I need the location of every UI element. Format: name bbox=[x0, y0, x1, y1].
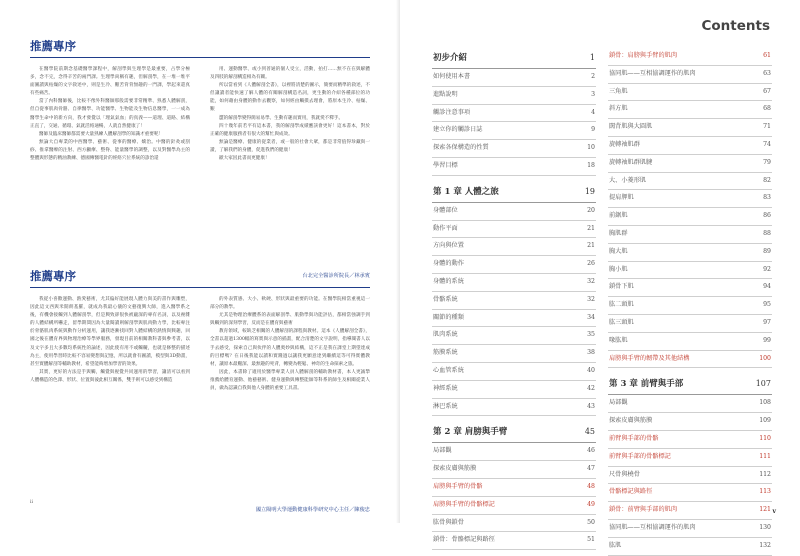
preface-paragraph: 歐大家因此書而更健康！ bbox=[219, 156, 270, 162]
toc-column-2 bbox=[608, 48, 772, 556]
toc-entry-title: 鎖骨：前臂與手部的肌肉 bbox=[609, 506, 678, 514]
preface-column-right bbox=[210, 66, 370, 163]
toc-entry-title: 闊背肌與大圓肌 bbox=[609, 123, 653, 131]
toc-entry-title: 動作平面 bbox=[433, 224, 458, 232]
toc-entry-title: 胸肌群 bbox=[609, 229, 628, 237]
toc-entry[interactable] bbox=[432, 461, 596, 479]
toc-entry-page: 79 bbox=[763, 158, 771, 166]
toc-entry[interactable] bbox=[608, 244, 772, 262]
toc-entry[interactable] bbox=[432, 105, 596, 123]
toc-entry-page: 48 bbox=[587, 482, 595, 490]
toc-entry-page: 88 bbox=[763, 229, 771, 237]
toc-entry-title: 肩膀與手臂的骨骼 bbox=[433, 482, 483, 490]
toc-entry[interactable] bbox=[432, 87, 596, 105]
toc-entry[interactable] bbox=[608, 333, 772, 351]
toc-entry[interactable] bbox=[608, 226, 772, 244]
toc-entry-title: 肌肉系統 bbox=[433, 331, 458, 339]
toc-entry-title: 第 1 章 人體之旅 bbox=[433, 186, 499, 197]
toc-entry[interactable] bbox=[432, 221, 596, 239]
toc-entry-title: 肩膀與手臂的骨骼標記 bbox=[433, 500, 495, 508]
toc-entry-title: 初步介紹 bbox=[433, 53, 468, 63]
preface-paragraph: 教育領域，較缺乏相關的人體解剖的課程與教材。這本《人體解剖全書》，全書以超過1300幅的寫實與示意的插畫，配合清楚的文字說明，指導閱書人以手去感受，探索自己與伙伴的人體奧妙與結構，這不正是我在課堂上期望達成的目標嗎？在日後我能以讀和實踐過以讓我更願意達到繼續這等可得實體教材，讓原本最艱深、最無趣的死背，轉變為輕鬆、神奇的生命探索之旅。 bbox=[210, 329, 370, 367]
toc-entry[interactable] bbox=[432, 399, 596, 417]
toc-entry-page: 34 bbox=[587, 313, 595, 321]
toc-entry-title: 協同肌——互相協調運作的肌肉 bbox=[609, 523, 696, 531]
toc-chapter-heading[interactable] bbox=[432, 182, 596, 203]
toc-entry-title: 三角肌 bbox=[609, 87, 628, 95]
toc-entry[interactable] bbox=[608, 208, 772, 226]
toc-entry[interactable] bbox=[432, 327, 596, 345]
toc-entry-page: 45 bbox=[584, 427, 595, 437]
toc-entry-page: 67 bbox=[763, 87, 771, 95]
toc-entry-page: 46 bbox=[587, 447, 595, 455]
preface-paragraph: 無論大自專業的中西醫學、藝術、從事的醫療、嬌治。中醫的針灸或刮痧、推拿醫療的注射、西方顱療、整脊、能量醫學的調整，以及對醫學為主的整體與形態的精油教練、德國傳醫電針的經絡穴位系統的診治還 bbox=[30, 139, 190, 162]
toc-entry-page: 43 bbox=[587, 402, 595, 410]
toc-entry-title: 斜方肌 bbox=[609, 105, 628, 113]
toc-entry-title: 進點說明 bbox=[433, 90, 458, 98]
preface-column-right bbox=[210, 296, 370, 504]
toc-entry-page: 40 bbox=[587, 366, 595, 374]
toc-entry-title: 淋巴系統 bbox=[433, 402, 458, 410]
toc-entry-title: 第 2 章 肩膀與手臂 bbox=[433, 427, 508, 438]
toc-entry-title: 身體部位 bbox=[433, 206, 458, 214]
toc-chapter-heading[interactable] bbox=[432, 48, 596, 69]
toc-entry-page: 49 bbox=[587, 500, 595, 508]
toc-entry-title: 胸大肌 bbox=[609, 247, 628, 255]
toc-entry-title: 前臂與手部的骨骼 bbox=[609, 434, 659, 442]
toc-entry-page: 111 bbox=[759, 452, 771, 460]
preface-paragraph: 四十幾年前若平有這本書，我的解剖學成績應該會更好！這本書本，對於正確的健康服務者有很大的幫忙與成效。 bbox=[210, 123, 370, 137]
toc-entry-page: 109 bbox=[759, 417, 771, 425]
left-page bbox=[0, 0, 400, 523]
toc-entry[interactable] bbox=[608, 351, 772, 369]
toc-entry-title: 探索各保構造的性質 bbox=[433, 144, 489, 152]
toc-entry[interactable] bbox=[432, 345, 596, 363]
preface-paragraph: 的外表質感、大小、軟硬、形狀與最重要的功能。在醫學院相當重視這一部分的教學。 bbox=[210, 297, 370, 311]
toc-entry-title: 骨骼標記與路徑 bbox=[609, 488, 653, 496]
toc-entry-page: 21 bbox=[587, 224, 595, 232]
toc-entry-page: 100 bbox=[759, 354, 771, 362]
toc-entry-title: 肱骨與鎖骨 bbox=[433, 518, 464, 526]
toc-entry-title: 喙肱肌 bbox=[609, 336, 628, 344]
toc-entry-page: 94 bbox=[763, 283, 771, 291]
toc-entry-page: 71 bbox=[763, 123, 771, 131]
toc-entry-title: 心血管系統 bbox=[433, 366, 464, 374]
toc-entry-title: 肱三頭肌 bbox=[609, 318, 634, 326]
toc-entry[interactable] bbox=[432, 122, 596, 140]
toc-entry-page: 20 bbox=[587, 206, 595, 214]
toc-entry[interactable] bbox=[432, 310, 596, 328]
toc-entry-title: 第 3 章 前臂與手部 bbox=[609, 379, 684, 390]
preface-title: 推薦專序 bbox=[30, 268, 370, 288]
toc-entry[interactable] bbox=[432, 443, 596, 461]
toc-entry[interactable] bbox=[432, 381, 596, 399]
toc-entry-title: 旋轉袖肌群肌腱 bbox=[609, 158, 653, 166]
preface-signature: 國立陽明大學運動健康科學研究中心主任／陳俊忠 bbox=[255, 507, 370, 513]
toc-entry-page: 130 bbox=[759, 523, 771, 531]
toc-chapter-heading[interactable] bbox=[432, 422, 596, 443]
toc-entry-page: 83 bbox=[763, 194, 771, 202]
toc-entry[interactable] bbox=[432, 238, 596, 256]
toc-entry[interactable] bbox=[608, 538, 772, 556]
toc-entry-title: 鎖骨下肌 bbox=[609, 283, 634, 291]
toc-entry[interactable] bbox=[608, 84, 772, 102]
toc-entry-page: 74 bbox=[763, 140, 771, 148]
toc-entry-title: 旋轉袖肌群 bbox=[609, 140, 640, 148]
toc-entry-page: 3 bbox=[591, 90, 595, 98]
toc-entry-page: 1 bbox=[589, 53, 595, 62]
toc-entry-page: 110 bbox=[759, 434, 771, 442]
toc-entry[interactable] bbox=[432, 256, 596, 274]
toc-column-1 bbox=[432, 48, 596, 550]
toc-entry-page: 32 bbox=[587, 277, 595, 285]
toc-entry-title: 身體的動作 bbox=[433, 260, 464, 268]
toc-entry[interactable] bbox=[608, 279, 772, 297]
preface-paragraph: 當了內科醫師後，比較不像外科醫師那般需要非常精準、熟悉人體解剖，但自從事肌肉骨骼、自律醫學、功能醫學、生物能及生物信息醫學，一一成為醫學生命中的新方向，我才發覺以「理氣氣血」的真義——道理、道路、結構正直了，交通、循環、氣就活絡通暢，人就自然健康了！ bbox=[30, 99, 190, 129]
preface-paragraph: 醫師及臨床醫師都需要大量熟練人體解剖學的知識才重要呢！ bbox=[39, 131, 164, 137]
toc-entry-page: 97 bbox=[763, 318, 771, 326]
toc-entry-title: 局部觀 bbox=[433, 447, 452, 455]
toc-entry-title: 鎖骨：骨骼標記與路徑 bbox=[433, 536, 495, 544]
preface-paragraph: 所以當看到《人體解剖全書》，以裡將清楚的圖示，簡要而精準的敘述，不但讓讀者能快速了解人體的有關解剖構造名詞，更生動的介紹各種部位的功能，如何藉由身體的動作去觀察，如何經由觸摸去理會，將原本生冷、枯燥、艱 bbox=[210, 83, 370, 113]
preface-paragraph: 因此，本書除了適用於醫學專業人員人體解剖的輔助教材書，本人更誠摯推薦給體育運動、他藝藝術、健身運動與傳整能師等科系的師生及相關從業人員，做為認識自我與他人身體的重要工具書。 bbox=[210, 369, 370, 392]
preface-2 bbox=[30, 268, 370, 513]
toc-entry-page: 19 bbox=[584, 186, 595, 196]
toc-entry[interactable] bbox=[608, 484, 772, 502]
contents-title: Contents bbox=[701, 18, 770, 34]
toc-entry[interactable] bbox=[608, 413, 772, 431]
toc-entry-title: 前臂與手部的骨骼標記 bbox=[609, 452, 671, 460]
toc-entry-page: 9 bbox=[591, 126, 595, 134]
toc-entry-title: 筋膜系統 bbox=[433, 349, 458, 357]
toc-entry[interactable] bbox=[432, 497, 596, 515]
toc-entry[interactable] bbox=[432, 140, 596, 158]
toc-entry[interactable] bbox=[608, 190, 772, 208]
preface-column-left bbox=[30, 296, 190, 504]
toc-entry-title: 觸診注意事項 bbox=[433, 108, 471, 116]
toc-entry-page: 4 bbox=[591, 108, 595, 116]
toc-entry-title: 局部觀 bbox=[609, 399, 628, 407]
page-number: ii bbox=[30, 500, 33, 505]
toc-entry-title: 肩膀與手臂的韌帶及其他結構 bbox=[609, 354, 690, 362]
toc-entry-title: 身體的系統 bbox=[433, 277, 464, 285]
toc-entry-page: 63 bbox=[763, 69, 771, 77]
toc-entry[interactable] bbox=[432, 532, 596, 550]
toc-entry-page: 26 bbox=[587, 260, 595, 268]
preface-body bbox=[30, 296, 370, 504]
toc-entry[interactable] bbox=[608, 315, 772, 333]
toc-entry-page: 47 bbox=[587, 465, 595, 473]
toc-entry[interactable] bbox=[608, 502, 772, 520]
preface-paragraph: 其實，更好的方法是手與觸，觸覺與視覺共同運用的學習，讓清可以看到人體構造的色澤、形狀、位置與彼此相互關係，雙手則可以感受到構造 bbox=[30, 369, 190, 383]
toc-entry-title: 探索皮膚與筋膜 bbox=[609, 417, 653, 425]
toc-entry-title: 骨骼系統 bbox=[433, 295, 458, 303]
toc-entry-page: 112 bbox=[759, 470, 771, 478]
toc-entry-title: 建立你的觸診日誌 bbox=[433, 126, 483, 134]
toc-entry[interactable] bbox=[608, 119, 772, 137]
toc-entry-title: 神經系統 bbox=[433, 384, 458, 392]
toc-entry[interactable] bbox=[608, 137, 772, 155]
toc-entry-page: 10 bbox=[587, 144, 595, 152]
toc-entry-title: 尺骨與橈骨 bbox=[609, 470, 640, 478]
preface-title: 推薦專序 bbox=[30, 38, 370, 58]
toc-entry[interactable] bbox=[432, 158, 596, 176]
toc-entry-page: 61 bbox=[763, 52, 771, 59]
toc-entry-title: 學習目標 bbox=[433, 161, 458, 169]
toc-entry-title: 如何使用本書 bbox=[433, 73, 471, 80]
preface-paragraph: 我從小喜歡運動、熱愛藝術，尤其偏好能展現人體力與美的書作與雕塑，因此這文西與米開朗基羅，就成為我最心儀的文藝復興大師，進入醫學系之後，有機會接觸到人體解剖學，但是興致卻很快被龐深的專有名詞，以及複雜的人體結構所嚇走，留學期間因為大量閱讀則解剖學與肌肉動力學，比較專注於骨骼肌肉系統與動作分析運用，讓我逐漸找回對人體結構的熱情與興趣，回國之後在體育界與物理治療等學界服務，發現目前的相關教科書與參考書，以及文字多且大多數均系統性的論述，因此使有用不或觸礙，也就是修整的描述為主，使用學習時比較不容易變想與記憶，所以就會有圖讀，模型與3D動畫，甚至實體解剖等輔助教材，希望能夠增加學習的效果。 bbox=[30, 297, 190, 367]
toc-entry[interactable] bbox=[608, 449, 772, 467]
preface-paragraph: 澀的解剖學變得簡易易學、生動有趣而實用，我就愛不釋手。 bbox=[219, 115, 344, 121]
toc-entry[interactable] bbox=[608, 155, 772, 173]
toc-entry-title: 肱二頭肌 bbox=[609, 301, 634, 309]
toc-entry-title: 提肩胛肌 bbox=[609, 194, 634, 202]
toc-entry-page: 42 bbox=[587, 384, 595, 392]
toc-entry[interactable] bbox=[432, 479, 596, 497]
toc-entry[interactable] bbox=[432, 69, 596, 87]
right-page bbox=[400, 0, 800, 549]
page-number: v bbox=[772, 508, 776, 515]
toc-entry-page: 92 bbox=[763, 265, 771, 273]
toc-entry[interactable] bbox=[608, 431, 772, 449]
toc-entry-page: 51 bbox=[587, 536, 595, 544]
toc-entry-page: 113 bbox=[759, 488, 771, 496]
toc-entry-page: 107 bbox=[755, 379, 771, 389]
toc-entry-page: 95 bbox=[763, 301, 771, 309]
toc-entry[interactable] bbox=[608, 66, 772, 84]
preface-signature: 台北完全醫診所院長／林承賓 bbox=[302, 273, 370, 279]
preface-paragraph: 尤其是物理治療體系的表面解剖學、肌動學與功能評估，都相當強調手到與觸到的深刻學習，反而是在體育與藝術 bbox=[210, 313, 370, 327]
toc-entry[interactable] bbox=[608, 173, 772, 191]
toc-entry[interactable] bbox=[608, 395, 772, 413]
toc-entry-page: 121 bbox=[759, 506, 771, 514]
toc-entry-page: 32 bbox=[587, 295, 595, 303]
toc-entry[interactable] bbox=[432, 363, 596, 381]
toc-entry-page: 50 bbox=[587, 518, 595, 526]
toc-entry-title: 胸小肌 bbox=[609, 265, 628, 273]
toc-entry-page: 108 bbox=[759, 399, 771, 407]
toc-entry-page: 18 bbox=[587, 161, 595, 169]
toc-entry-page: 2 bbox=[591, 73, 595, 80]
preface-column-left bbox=[30, 66, 190, 163]
toc-entry[interactable] bbox=[608, 262, 772, 280]
toc-entry-title: 鎖骨：肩膀與手臂的肌肉 bbox=[609, 52, 678, 59]
toc-chapter-heading[interactable] bbox=[608, 374, 772, 395]
toc-entry-page: 132 bbox=[759, 541, 771, 549]
preface-body bbox=[30, 66, 370, 262]
toc-entry-title: 方向與位置 bbox=[433, 242, 464, 250]
toc-entry-page: 99 bbox=[763, 336, 771, 344]
toc-entry-title: 肱肌 bbox=[609, 541, 622, 549]
toc-entry[interactable] bbox=[608, 101, 772, 119]
preface-paragraph: 無論是醫療、健康的從業者，或一般的社會大眾，都是非常值得珍藏與一讀，了解我們的身體，促進我們的健康！ bbox=[210, 139, 370, 153]
toc-entry[interactable] bbox=[432, 515, 596, 533]
toc-entry-title: 前鋸肌 bbox=[609, 212, 628, 220]
toc-entry[interactable] bbox=[432, 274, 596, 292]
preface-paragraph: 在醫學院前期念基礎醫學課程中，解剖學與生理學是最重要，占學分極多，念不完，念得辛苦的兩門課。生理學尚稱有趣，但解剖學，在一堆一堆平面圖讀與枯燥的文字敘述中，則是生冷、艱苦背背無趣的一門課，學起來還真有些痛苦。 bbox=[30, 67, 190, 97]
toc-entry-title: 協同肌——互相協調運作的肌肉 bbox=[609, 69, 696, 77]
toc-entry-page: 82 bbox=[763, 176, 771, 184]
toc-entry[interactable] bbox=[432, 292, 596, 310]
preface-1 bbox=[30, 38, 370, 279]
toc-entry[interactable] bbox=[608, 467, 772, 485]
toc-entry-title: 大、小菱形肌 bbox=[609, 176, 647, 184]
toc-entry-page: 35 bbox=[587, 331, 595, 339]
toc-entry-page: 89 bbox=[763, 247, 771, 255]
toc-entry-page: 38 bbox=[587, 349, 595, 357]
toc-entry[interactable] bbox=[608, 297, 772, 315]
preface-paragraph: 用、運動醫學、或小到普通的個人受立，活動，拍打……無不在在與解體及四肢的解剖構造相為有關。 bbox=[210, 67, 370, 81]
toc-entry-title: 探索皮膚與筋膜 bbox=[433, 465, 477, 473]
toc-entry[interactable] bbox=[608, 48, 772, 66]
toc-entry-page: 21 bbox=[587, 242, 595, 250]
toc-entry-page: 68 bbox=[763, 105, 771, 113]
toc-entry-title: 關節的種類 bbox=[433, 313, 464, 321]
toc-entry[interactable] bbox=[432, 203, 596, 221]
toc-entry-page: 86 bbox=[763, 212, 771, 220]
